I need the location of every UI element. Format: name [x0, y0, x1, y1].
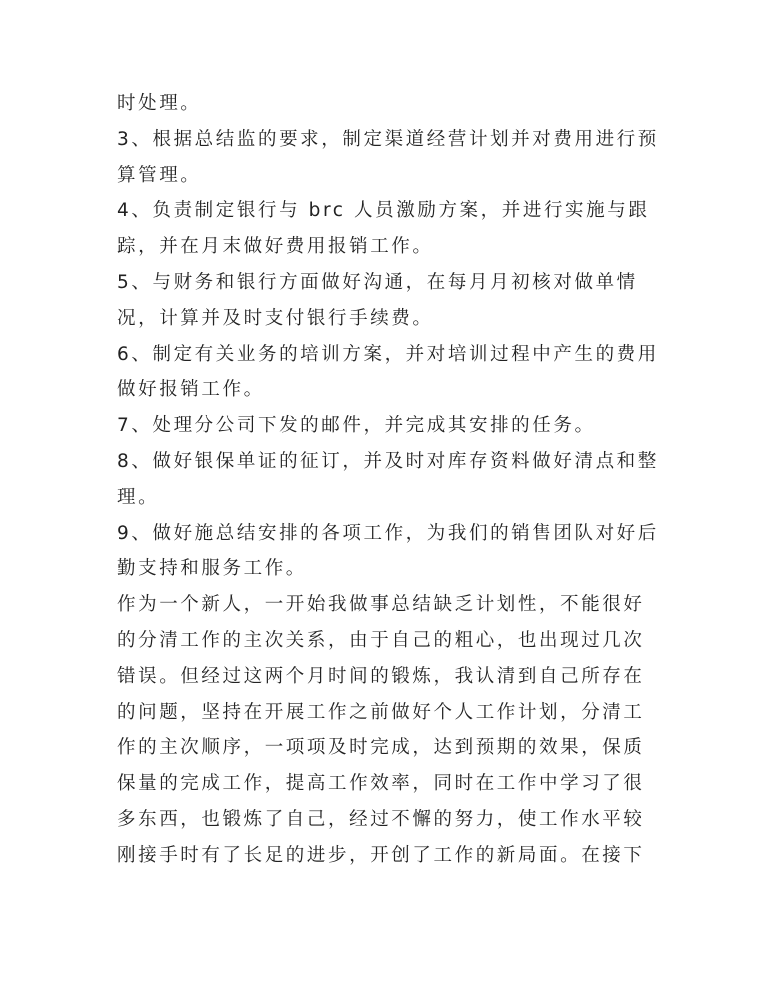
text-line: 作的主次顺序，一项项及时完成，达到预期的效果，保质: [117, 737, 645, 759]
text-line: 7、处理分公司下发的邮件，并完成其安排的任务。: [117, 415, 596, 437]
text-line: 踪，并在月末做好费用报销工作。: [117, 236, 434, 258]
text-line: 时处理。: [117, 93, 202, 114]
text-line: 6、制定有关业务的培训方案，并对培训过程中产生的费用: [117, 343, 659, 365]
text-line: 作为一个新人，一开始我做事总结缺乏计划性，不能很好: [117, 594, 645, 616]
text-line: 况，计算并及时支付银行手续费。: [117, 307, 434, 329]
text-line: 3、根据总结监的要求，制定渠道经营计划并对费用进行预: [117, 128, 659, 150]
text-line: 刚接手时有了长足的进步，开创了工作的新局面。在接下: [117, 844, 645, 866]
text-line: 4、负责制定银行与 brc 人员激励方案，并进行实施与跟: [117, 200, 650, 222]
text-line: 理。: [117, 486, 160, 508]
text-line: 9、做好施总结安排的各项工作，为我们的销售团队对好后: [117, 522, 659, 544]
text-line: 保量的完成工作，提高工作效率，同时在工作中学习了很: [117, 773, 645, 795]
text-line: 勤支持和服务工作。: [117, 558, 307, 580]
text-line: 多东西，也锻炼了自己，经过不懈的努力，使工作水平较: [117, 808, 645, 830]
text-line: 8、做好银保单证的征订，并及时对库存资料做好清点和整: [117, 450, 659, 472]
text-line: 的问题，坚持在开展工作之前做好个人工作计划，分清工: [117, 701, 645, 723]
text-line: 的分清工作的主次关系，由于自己的粗心，也出现过几次: [117, 629, 645, 651]
text-line: 5、与财务和银行方面做好沟通，在每月月初核对做单情: [117, 271, 638, 293]
text-line: 错误。但经过这两个月时间的锻炼，我认清到自己所存在: [117, 665, 645, 687]
text-line: 算管理。: [117, 164, 202, 186]
text-line: 做好报销工作。: [117, 379, 265, 401]
document-body: [117, 86, 657, 874]
